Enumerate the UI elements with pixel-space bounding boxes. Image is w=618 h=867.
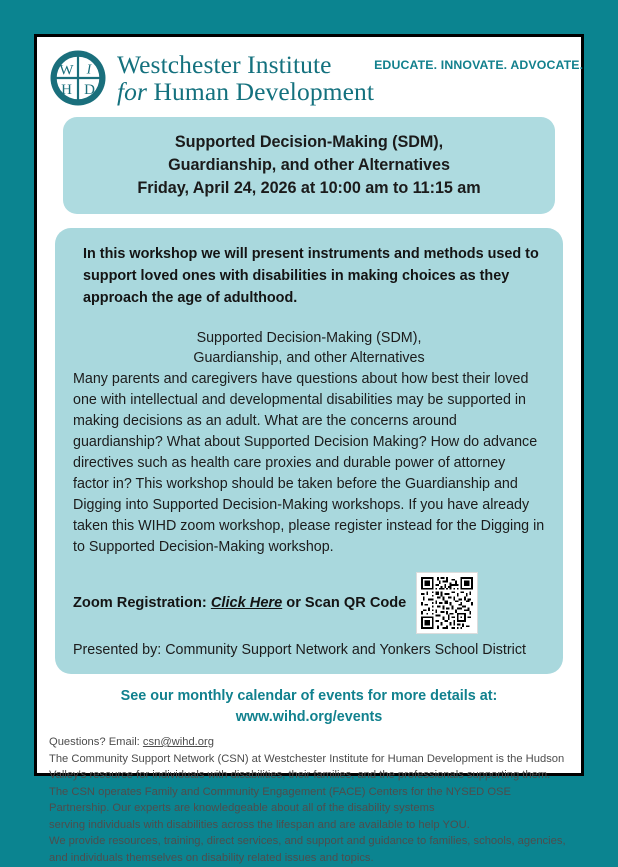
svg-text:D: D: [84, 82, 95, 98]
wihd-logo-icon: [49, 49, 107, 107]
org-name: [117, 49, 374, 105]
svg-text:I: I: [86, 62, 92, 78]
registration-label: [73, 595, 406, 611]
workshop-intro: In this workshop we will present instruments and methods used to support loved ones with disabilities in making choices as they approach the age of adulthood.: [83, 246, 539, 306]
questions-line: [49, 734, 569, 751]
registration-suffix: or Scan QR Code: [282, 595, 407, 612]
org-name-rest: Human Development: [147, 77, 375, 107]
event-datetime: Friday, April 24, 2026 at 10:00 am to 11:15 am: [137, 179, 481, 197]
qr-code-icon[interactable]: [416, 572, 478, 634]
workshop-subhead: [73, 328, 545, 369]
workshop-subhead-line2: Guardianship, and other Alternatives: [193, 350, 425, 367]
svg-text:H: H: [61, 82, 72, 98]
registration-row: [73, 572, 545, 634]
calendar-callout-line1: See our monthly calendar of events for more details at:: [120, 688, 498, 705]
questions-prefix: Questions? Email:: [49, 736, 143, 748]
fineprint-para-3: We provide resources, training, direct services, and support and guidance to families, schools, agencies, and individuals themselves on disability related issues and topics.: [49, 835, 566, 865]
workshop-subhead-line1: Supported Decision-Making (SDM),: [196, 329, 422, 346]
fineprint-para-1: The Community Support Network (CSN) at Westchester Institute for Human Development is the Hudson Valley's resource for individuals with disabilities, their families, and the professionals supporting them. The CSN operates Family and Community Engagement (FACE) Centers for the NYSED OSE Partnership. Our experts are knowledgeable about all of the disability systems: [49, 752, 565, 815]
flyer-header: [37, 37, 584, 111]
fineprint-section: [37, 728, 581, 867]
org-name-for: for: [117, 77, 148, 107]
svg-text:W: W: [59, 62, 74, 79]
org-name-line2: [117, 78, 374, 105]
registration-click-here-link[interactable]: Click Here: [210, 595, 283, 612]
contact-email-link[interactable]: csn@wihd.org: [142, 736, 214, 748]
org-name-line1: Westchester Institute: [117, 50, 332, 79]
event-title-line2: Guardianship, and other Alternatives: [168, 156, 450, 174]
event-title-line1: Supported Decision-Making (SDM),: [174, 133, 444, 151]
presented-by: Presented by: Community Support Network and Yonkers School District: [73, 642, 526, 659]
workshop-description: Many parents and caregivers have questions about how best their loved one with intellectual and developmental disabilities may be supported in making decisions as an adult. What are the concerns around guardianship? What about Supported Decision Making? How do advance directives such as health care proxies and durable power of attorney factor in? This workshop should be taken before the Guardianship and Digging into Supported Decision-Making workshops. If you have already taken this WIHD zoom workshop, please register instead for the Digging in to Supported Decision-Making workshop.: [73, 371, 545, 556]
calendar-callout: [37, 686, 581, 728]
event-body-panel: [55, 228, 563, 674]
flyer-card: [34, 34, 584, 865]
event-title-banner: [63, 117, 555, 214]
tagline: EDUCATE. INNOVATE. ADVOCATE.: [374, 58, 584, 72]
calendar-website-link[interactable]: www.wihd.org/events: [235, 709, 383, 726]
registration-prefix: Zoom Registration:: [73, 595, 211, 612]
fineprint-para-2: serving individuals with disabilities across the lifespan and are available to help YOU.: [49, 818, 470, 831]
